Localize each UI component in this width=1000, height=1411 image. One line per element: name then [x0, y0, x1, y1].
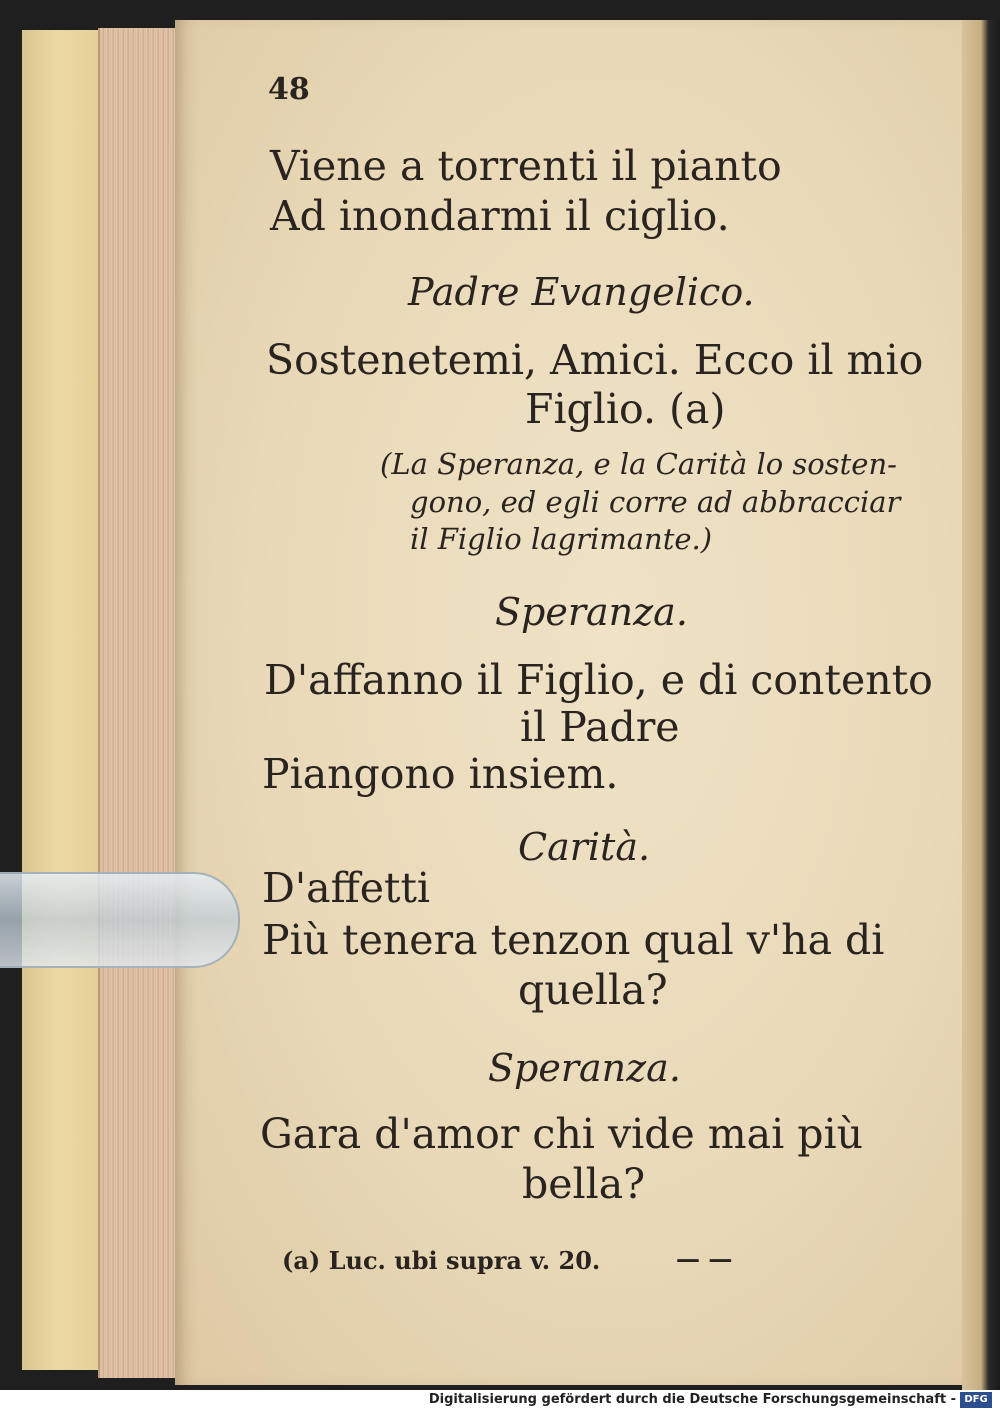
verse-line: il Padre	[520, 703, 680, 751]
verse-line: D'affetti	[262, 864, 431, 912]
verse-line: Sostenetemi, Amici. Ecco il mio	[266, 336, 924, 384]
verse-line: bella?	[522, 1160, 646, 1208]
verse-line: Gara d'amor chi vide mai più	[260, 1110, 863, 1158]
stage-direction: gono, ed egli corre ad abbracciar	[410, 485, 901, 519]
digitization-footer	[0, 1390, 1000, 1411]
verse-line: D'affanno il Figlio, e di contento	[264, 656, 933, 704]
verse-line: Figlio. (a)	[525, 385, 726, 433]
verse-line: Ad inondarmi il ciglio.	[270, 192, 730, 240]
speaker-name: Padre Evangelico.	[408, 270, 755, 314]
bookmark-strip	[0, 872, 240, 968]
stage-direction: il Figlio lagrimante.)	[410, 522, 713, 556]
footnote-dash: — —	[676, 1244, 733, 1273]
verse-line: quella?	[518, 966, 668, 1014]
speaker-name: Speranza.	[488, 1046, 681, 1090]
stage-direction: (La Speranza, e la Carità lo sosten-	[380, 447, 897, 481]
verse-line: Viene a torrenti il pianto	[270, 142, 782, 190]
footnote: (a) Luc. ubi supra v. 20.	[282, 1246, 601, 1275]
funding-credit: Digitalisierung gefördert durch die Deutsche Forschungsgemeinschaft -	[428, 1392, 956, 1407]
page-number: 48	[268, 72, 310, 107]
verse-line: Più tenera tenzon qual v'ha di	[262, 916, 885, 964]
verse-line: Piangono insiem.	[262, 750, 619, 798]
speaker-name: Speranza.	[495, 590, 688, 634]
speaker-name: Carità.	[518, 825, 651, 869]
dfg-logo-icon[interactable]: DFG	[960, 1392, 992, 1408]
